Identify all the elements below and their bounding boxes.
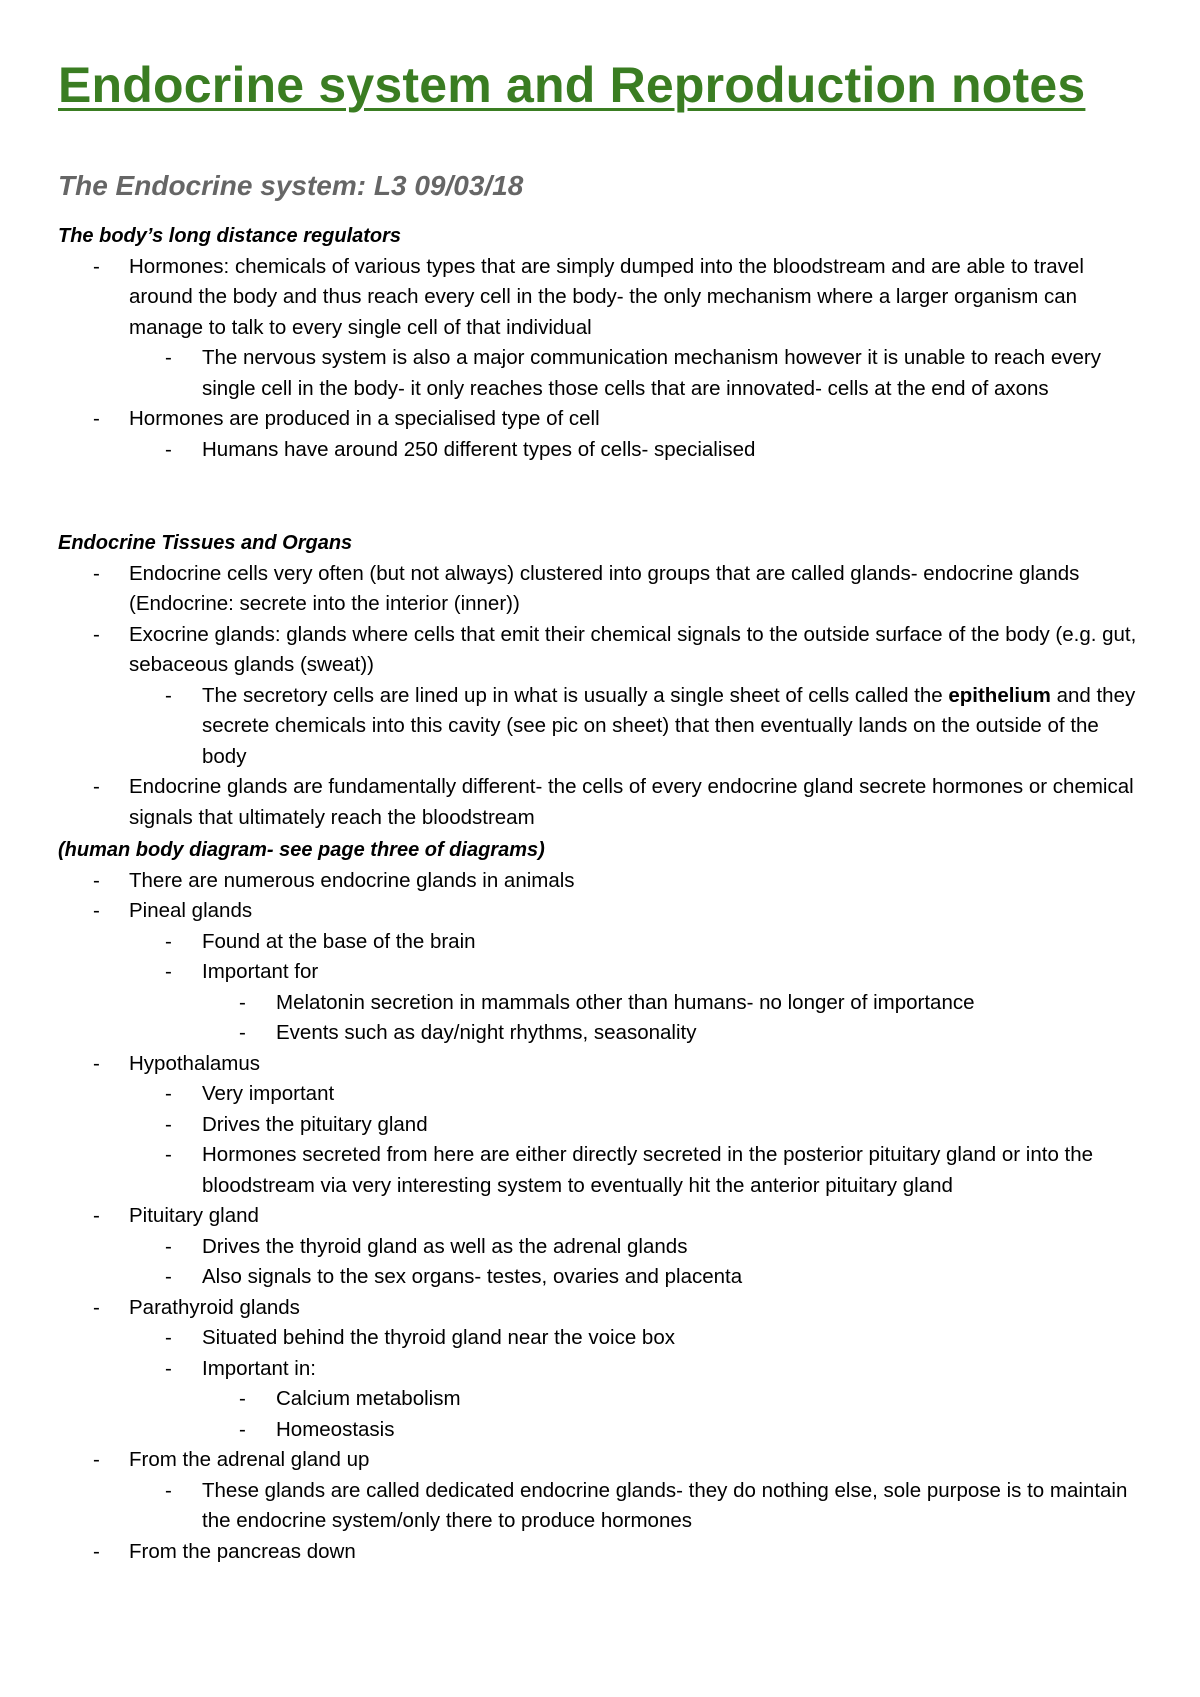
- list-item: [202, 1018, 1148, 1049]
- section-heading: (human body diagram- see page three of diagrams): [58, 839, 545, 861]
- list-item-text: Hormones are produced in a specialised type of cell: [129, 407, 600, 430]
- dash-bullet: -: [93, 868, 100, 892]
- list-item: [58, 1537, 1148, 1568]
- list-item-text: Very important: [202, 1082, 335, 1105]
- dash-bullet: -: [165, 1265, 172, 1288]
- dash-bullet: -: [93, 254, 100, 278]
- lecture-subtitle: The Endocrine system: L3 09/03/18: [58, 170, 524, 201]
- list-item: [58, 252, 1148, 405]
- list-item-text: Hormones secreted from here are either directly secreted in the posterior pituitary gland or into the bloodstream via very interesting system to eventually hit the anterior pituitary gland: [202, 1143, 1094, 1197]
- list-item: [129, 927, 1148, 958]
- dash-bullet: -: [93, 1204, 100, 1227]
- list-item: [129, 1354, 1148, 1446]
- bullet-list: [58, 559, 1148, 834]
- dash-bullet: -: [93, 407, 100, 430]
- sub-bullet-list: [129, 1323, 1148, 1445]
- list-item-text: Humans have around 250 different types of cells- specialised: [202, 437, 756, 461]
- list-item-text: Endocrine cells very often (but not always) clustered into groups that are called glands- endocrine glands (Endocrine: secrete into the interior (inner)): [129, 561, 1080, 615]
- list-item-text: Found at the base of the brain: [202, 929, 476, 953]
- list-item: [58, 866, 1148, 897]
- list-item-text: Pineal glands: [129, 899, 253, 922]
- list-item: [58, 1293, 1148, 1446]
- list-item-text: From the pancreas down: [129, 1539, 356, 1563]
- list-item: [129, 1079, 1148, 1110]
- list-item: [58, 896, 1148, 1049]
- dash-bullet: -: [239, 1417, 246, 1441]
- list-item-text: Drives the thyroid gland as well as the adrenal glands: [202, 1234, 688, 1258]
- dash-bullet: -: [165, 960, 172, 983]
- list-item-text: Calcium metabolism: [276, 1387, 461, 1410]
- sub-bullet-list: [129, 681, 1148, 773]
- list-item-text-start: The secretory cells are lined up in what is usually a single sheet of cells called the: [202, 683, 949, 707]
- list-item: [129, 1110, 1148, 1141]
- list-item: [58, 559, 1148, 620]
- list-item-text: There are numerous endocrine glands in animals: [129, 868, 575, 892]
- dash-bullet: -: [165, 437, 172, 461]
- list-item: [129, 681, 1148, 773]
- list-item: [129, 1140, 1148, 1201]
- list-item-text: Also signals to the sex organs- testes, ovaries and placenta: [202, 1265, 743, 1288]
- dash-bullet: -: [165, 1112, 172, 1136]
- list-item-text: Parathyroid glands: [129, 1295, 300, 1319]
- list-item-text: Hypothalamus: [129, 1051, 261, 1075]
- list-item: [202, 1415, 1148, 1446]
- dash-bullet: -: [93, 1539, 100, 1563]
- dash-bullet: -: [165, 683, 172, 707]
- dash-bullet: -: [165, 1326, 172, 1349]
- dash-bullet: -: [165, 1478, 172, 1502]
- list-item-text: Important for: [202, 960, 319, 983]
- sub-bullet-list: [129, 1476, 1148, 1537]
- epithelium-term: epithelium: [948, 683, 1051, 707]
- dash-bullet: -: [165, 1143, 172, 1166]
- list-item-text: Hormones: chemicals of various types that are simply dumped into the bloodstream and are able to travel around the body and thus reach every cell in the body- the only mechanism where a larger organism can manage to talk to every single cell of that individual: [129, 254, 1084, 339]
- list-item: [129, 1323, 1148, 1354]
- list-item: [202, 988, 1148, 1019]
- section-long-distance-regulators: [58, 221, 1148, 465]
- list-item-text: These glands are called dedicated endocrine glands- they do nothing else, sole purpose is to maintain the endocrine system/only there to produce hormones: [202, 1478, 1128, 1532]
- dash-bullet: -: [239, 1387, 246, 1410]
- list-item-text: From the adrenal gland up: [129, 1448, 370, 1471]
- list-item: [129, 1476, 1148, 1537]
- dash-bullet: -: [165, 929, 172, 953]
- dash-bullet: -: [93, 1295, 100, 1319]
- dash-bullet: -: [165, 346, 172, 369]
- dash-bullet: -: [93, 622, 100, 646]
- list-item: [129, 957, 1148, 1049]
- list-item: [129, 1262, 1148, 1293]
- list-item: [58, 620, 1148, 773]
- sub-bullet-list: [129, 1232, 1148, 1293]
- bullet-list: [58, 866, 1148, 1568]
- list-item-text: Endocrine glands are fundamentally different- the cells of every endocrine gland secrete hormones or chemical signals that ultimately reach the bloodstream: [129, 775, 1134, 829]
- list-item-text: Pituitary gland: [129, 1204, 259, 1227]
- list-item-text: Melatonin secretion in mammals other than humans- no longer of importance: [276, 990, 975, 1014]
- sub-sub-bullet-list: [202, 1384, 1148, 1445]
- section-human-body-diagram: [58, 835, 1148, 1567]
- sub-bullet-list: [129, 343, 1148, 404]
- section-heading: The body’s long distance regulators: [58, 225, 402, 247]
- list-item-text: Drives the pituitary gland: [202, 1112, 428, 1136]
- list-item: [129, 435, 1148, 466]
- document-title: Endocrine system and Reproduction notes: [58, 57, 1086, 113]
- dash-bullet: -: [239, 1021, 246, 1044]
- list-item: [58, 1445, 1148, 1537]
- list-item: [58, 772, 1148, 833]
- dash-bullet: -: [165, 1234, 172, 1258]
- list-item: [129, 343, 1148, 404]
- sub-bullet-list: [129, 435, 1148, 466]
- dash-bullet: -: [93, 1448, 100, 1471]
- sub-bullet-list: [129, 1079, 1148, 1201]
- list-item-text: Important in:: [202, 1356, 316, 1380]
- list-item: [58, 1049, 1148, 1202]
- bullet-list: [58, 252, 1148, 466]
- sub-bullet-list: [129, 927, 1148, 1049]
- dash-bullet: -: [93, 561, 100, 585]
- list-item-text: Exocrine glands: glands where cells that emit their chemical signals to the outside surface of the body (e.g. gut, sebaceous glands (sweat)): [129, 622, 1137, 676]
- dash-bullet: -: [93, 775, 100, 798]
- sub-sub-bullet-list: [202, 988, 1148, 1049]
- dash-bullet: -: [165, 1082, 172, 1105]
- dash-bullet: -: [93, 1051, 100, 1075]
- list-item: [202, 1384, 1148, 1415]
- section-heading: Endocrine Tissues and Organs: [58, 532, 353, 554]
- dash-bullet: -: [165, 1356, 172, 1380]
- list-item-text: Events such as day/night rhythms, seasonality: [276, 1021, 697, 1044]
- list-item-text: Homeostasis: [276, 1417, 395, 1441]
- list-item-text: The nervous system is also a major communication mechanism however it is unable to reach every single cell in the body- it only reaches those cells that are innovated- cells at the end of axons: [202, 346, 1101, 400]
- list-item: [129, 1232, 1148, 1263]
- list-item-text: Situated behind the thyroid gland near the voice box: [202, 1326, 675, 1349]
- dash-bullet: -: [239, 990, 246, 1014]
- section-endocrine-tissues-organs: [58, 528, 1148, 833]
- list-item: [58, 404, 1148, 465]
- list-item: [58, 1201, 1148, 1293]
- list-item-text-end: and they secrete chemicals into this cavity (see pic on sheet) that then eventually lands on the outside of the body: [202, 683, 1136, 768]
- dash-bullet: -: [93, 899, 100, 922]
